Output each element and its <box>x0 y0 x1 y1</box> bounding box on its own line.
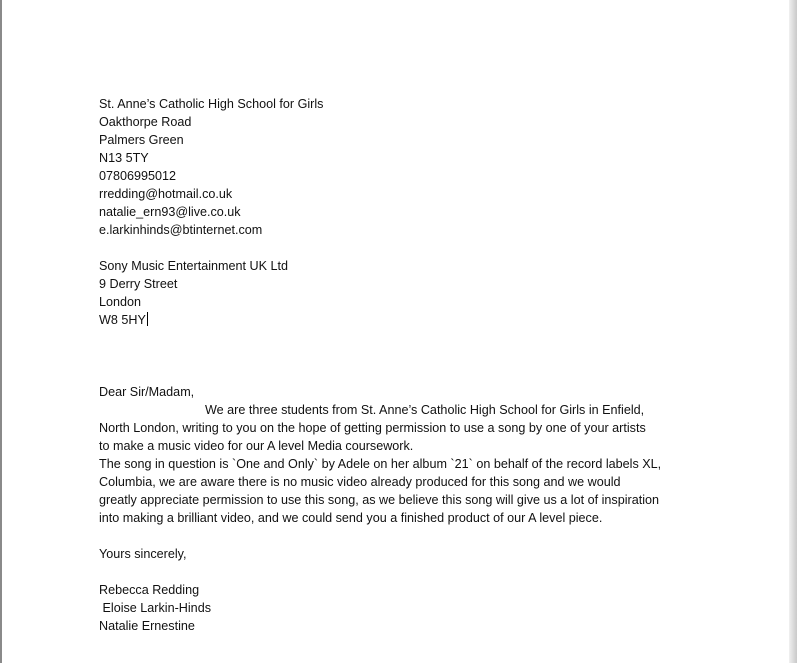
sender-postcode: N13 5TY <box>99 151 149 165</box>
closing: Yours sincerely, <box>99 547 187 561</box>
recipient-company: Sony Music Entertainment UK Ltd <box>99 259 288 273</box>
blank-line <box>99 239 739 257</box>
signatory-name: Rebecca Redding <box>99 583 200 597</box>
recipient-address <box>99 257 739 329</box>
signatory-name: Natalie Ernestine <box>99 619 195 633</box>
salutation: Dear Sir/Madam, <box>99 385 195 399</box>
paragraph-line: greatly appreciate permission to use this song, as we believe this song will give us a lot of inspiration <box>99 493 660 507</box>
paragraph-line: to make a music video for our A level Media coursework. <box>99 439 414 453</box>
sender-email: rredding@hotmail.co.uk <box>99 187 233 201</box>
body-paragraph-1 <box>99 401 739 455</box>
paragraph-line: The song in question is `One and Only` by Adele on her album `21` on behalf of the record labels XL, <box>99 457 662 471</box>
letter-document[interactable] <box>99 95 739 635</box>
blank-line <box>99 563 739 581</box>
page-right-shadow <box>789 0 797 663</box>
blank-line <box>99 527 739 545</box>
sender-email: e.larkinhinds@btinternet.com <box>99 223 263 237</box>
recipient-city: London <box>99 295 142 309</box>
body-paragraph-2 <box>99 455 739 527</box>
sender-email: natalie_ern93@live.co.uk <box>99 205 241 219</box>
sender-address <box>99 95 739 239</box>
sender-street: Oakthorpe Road <box>99 115 192 129</box>
blank-lines <box>99 329 739 383</box>
sender-school: St. Anne’s Catholic High School for Girls <box>99 97 324 111</box>
sender-area: Palmers Green <box>99 133 184 147</box>
signatories <box>99 581 739 635</box>
paragraph-line: into making a brilliant video, and we could send you a finished product of our A level piece. <box>99 511 603 525</box>
paragraph-line: North London, writing to you on the hope of getting permission to use a song by one of your artists <box>99 421 646 435</box>
sender-phone: 07806995012 <box>99 169 177 183</box>
signatory-name: Eloise Larkin-Hinds <box>99 601 211 615</box>
text-cursor <box>147 312 148 326</box>
paragraph-line: We are three students from St. Anne’s Catholic High School for Girls in Enfield, <box>205 403 645 417</box>
recipient-postcode-line <box>99 311 739 329</box>
page-left-border <box>0 0 2 663</box>
paragraph-line: Columbia, we are aware there is no music video already produced for this song and we would <box>99 475 621 489</box>
recipient-postcode: W8 5HY <box>99 313 146 327</box>
recipient-street: 9 Derry Street <box>99 277 178 291</box>
